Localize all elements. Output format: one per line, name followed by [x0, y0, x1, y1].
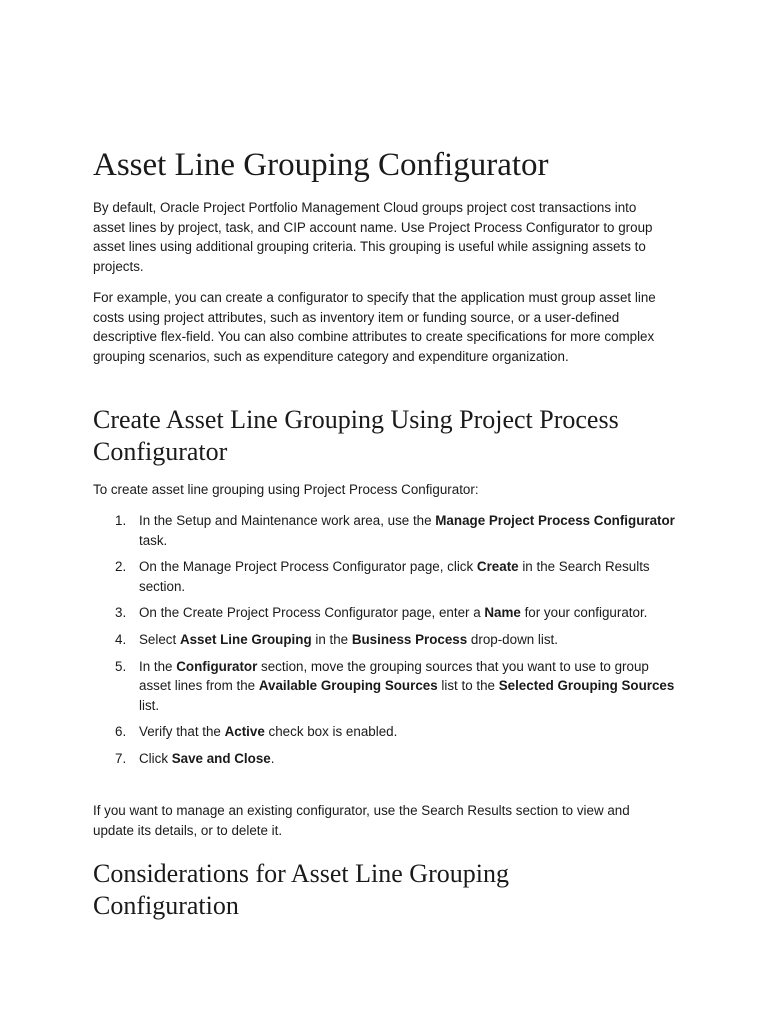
- section-heading-create: Create Asset Line Grouping Using Project Process Configurator: [93, 405, 619, 466]
- step-number: 3.: [115, 605, 127, 621]
- step-text-fragment: section, move the grouping sources that you want to use to group asset lines from the: [139, 658, 649, 694]
- step-number: 5.: [115, 658, 127, 674]
- step-text-fragment: list to the: [437, 678, 499, 694]
- step-text-fragment: Click: [139, 750, 172, 766]
- step-item: [93, 630, 678, 650]
- step-ui-term: Selected Grouping Sources: [498, 678, 675, 694]
- step-item: [93, 749, 678, 769]
- step-text-fragment: task.: [139, 532, 168, 548]
- step-text-fragment: Select: [139, 631, 180, 647]
- step-ui-term: Save and Close: [171, 750, 271, 766]
- page-title: Asset Line Grouping Configurator: [93, 147, 549, 183]
- step-item: [93, 657, 678, 716]
- intro-paragraph-1: By default, Oracle Project Portfolio Management Cloud groups project cost transactions into asset lines by project, task, and CIP account name. Use Project Process Configurator to group asset lines using additional grouping criteria. This grouping is useful while assigning assets to projects.: [93, 200, 653, 274]
- step-text: [139, 632, 558, 647]
- step-text: [139, 751, 274, 766]
- step-text-fragment: drop-down list.: [467, 631, 559, 647]
- step-ui-term: Business Process: [351, 631, 468, 647]
- step-ui-term: Asset Line Grouping: [179, 631, 312, 647]
- step-item: [93, 603, 678, 623]
- step-number: 6.: [115, 724, 127, 740]
- step-item: [93, 722, 678, 742]
- section-create-lead: To create asset line grouping using Project Process Configurator:: [93, 482, 479, 497]
- step-text-fragment: .: [270, 750, 275, 766]
- step-item: [93, 511, 678, 550]
- step-text-fragment: On the Manage Project Process Configurator page, click: [139, 559, 477, 575]
- step-text-fragment: On the Create Project Process Configurator page, enter a: [139, 605, 485, 621]
- step-number: 7.: [115, 750, 127, 766]
- step-text: [139, 724, 397, 739]
- step-ui-term: Active: [224, 724, 265, 740]
- step-text-fragment: In the: [139, 658, 177, 674]
- step-text: [139, 605, 647, 620]
- step-text-fragment: Verify that the: [139, 724, 225, 740]
- step-text-fragment: list.: [139, 697, 160, 713]
- step-text-fragment: check box is enabled.: [264, 724, 398, 740]
- step-text-fragment: in the: [311, 631, 352, 647]
- step-number: 1.: [115, 513, 127, 528]
- step-text-fragment: in the Search Results section.: [139, 559, 650, 594]
- step-ui-term: Manage Project Process Configurator: [435, 513, 675, 528]
- section-heading-considerations: Considerations for Asset Line Grouping Configuration: [93, 859, 509, 920]
- step-ui-term: Create: [476, 559, 519, 575]
- step-text-fragment: for your configurator.: [520, 605, 648, 621]
- step-ui-term: Configurator: [176, 658, 258, 674]
- intro-paragraph-2: For example, you can create a configurator to specify that the application must group asset line costs using project attributes, such as inventory item or funding source, or a user-defined descriptive flex-field. You can also combine attributes to create specifications for more complex grouping scenarios, such as expenditure category and expenditure organization.: [93, 290, 656, 364]
- steps-list: [93, 511, 678, 776]
- step-ui-term: Name: [484, 605, 521, 621]
- step-text: [139, 513, 675, 548]
- step-number: 4.: [115, 631, 127, 647]
- step-text: [139, 659, 674, 713]
- step-text: [139, 559, 650, 594]
- step-ui-term: Available Grouping Sources: [258, 678, 438, 694]
- section-create-closing: If you want to manage an existing configurator, use the Search Results section to view and update its details, or to delete it.: [93, 803, 630, 838]
- step-number: 2.: [115, 559, 127, 575]
- step-text-fragment: In the Setup and Maintenance work area, use the: [139, 513, 436, 528]
- step-item: [93, 557, 678, 596]
